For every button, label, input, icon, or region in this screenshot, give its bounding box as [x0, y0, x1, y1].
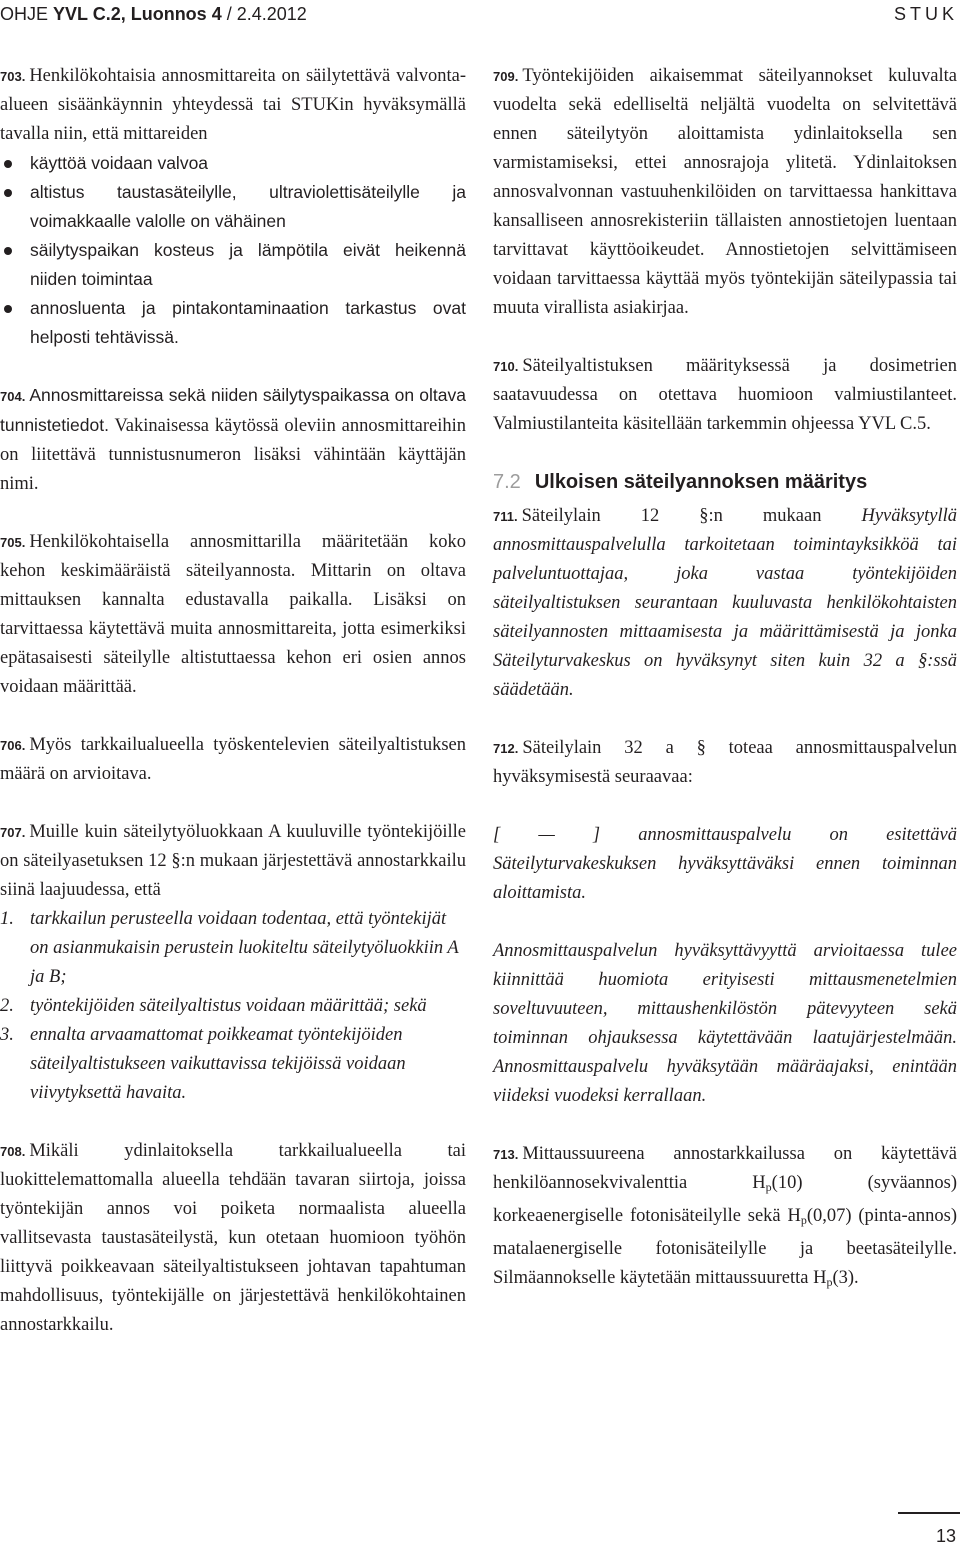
page-number-rule [898, 1512, 960, 1514]
header-prefix: OHJE [0, 4, 54, 24]
paragraph-number: 711. [493, 509, 518, 524]
left-column [0, 62, 466, 1369]
list-item [0, 178, 466, 236]
list-item-text: työntekijöiden säteilyaltistus voidaan määrittää; sekä [30, 996, 427, 1016]
paragraph-text: (10) (syväannos) korkeaenergiselle fotonisäteilylle sekä H [493, 1173, 957, 1226]
paragraph-text: Mittaussuureena annostarkkailussa on käytettävä henkilöannosekvivalenttia H [493, 1144, 957, 1193]
paragraph-text: Henkilökohtaisella annosmittarilla määritetään koko kehon keskimääräistä säteilyannosta. Mittarin on oltava mittauksen kannalta edustavalla paikalla. Lisäksi on tarvittaessa käytettävä muita annosmittareita, jotta esimerkiksi epätasaisesti säteilylle altistuttaessa kehon eri osien annos voidaan määrittää. [0, 532, 466, 697]
list-item-text: altistus taustasäteilylle, ultraviolettisäteilylle ja voimakkaalle valolle on vähäinen [30, 182, 466, 231]
list-item-number: 2. [0, 996, 14, 1016]
paragraph-705 [0, 528, 466, 702]
list-item [0, 149, 466, 178]
paragraph-706 [0, 731, 466, 789]
subscript: p [826, 1275, 833, 1289]
numbered-list [0, 905, 466, 1108]
list-item-text: käyttöä voidaan valvoa [30, 153, 209, 173]
paragraph-708 [0, 1137, 466, 1340]
paragraph-number: 709. [493, 69, 519, 84]
section-title: Ulkoisen säteilyannoksen määritys [534, 471, 868, 493]
section-number: 7.2 [493, 471, 521, 493]
page-header [0, 2, 960, 32]
list-item-text: annosluenta ja pintakontaminaation tarkastus ovat helposti tehtävissä. [30, 298, 466, 347]
paragraph-704 [0, 381, 466, 499]
list-item [0, 294, 466, 352]
paragraph-text: Mikäli ydinlaitoksella tarkkailualueella tai luokittelemattomalla alueella tehdään tavaran siirtoja, joissa työntekijän annos voi poiketa normaalista alueella vallitsevasta taustasäteilystä, kun otetaan huomioon työhön liittyvä poikkeavaan säteilyaltistukseen johtavan tapahtuman mahdollisuus, työntekijälle on järjestettävä henkilökohtainen annostarkkailu. [0, 1141, 466, 1335]
paragraph-number: 713. [493, 1147, 519, 1162]
quoted-law-text: Annosmittauspalvelun hyväksyttävyyttä arvioitaessa tulee kiinnittää huomiota erityisesti mittausmenetelmien soveltuvuuteen, mittaushenkilöstön pätevyyteen sekä toiminnan ohjauksessa käytettävään laatujärjestelmään. Annosmittauspalvelu hyväksytään määräajaksi, enintään viideksi vuodeksi kerrallaan. [493, 941, 957, 1106]
list-item [0, 236, 466, 294]
document-id [0, 2, 307, 26]
paragraph-text: Säteilylain 32 a § toteaa annosmittauspalvelun hyväksymisestä seuraavaa: [493, 738, 957, 787]
list-item [0, 1021, 466, 1108]
subscript: p [800, 1213, 807, 1227]
paragraph-text: Säteilyaltistuksen määrityksessä ja dosimetrien saatavuudessa on otettava huomioon valmiustilanteet. Valmiustilanteita käsitellään tarkemmin ohjeessa YVL C.5. [493, 356, 957, 434]
list-item-number: 1. [0, 909, 14, 929]
paragraph-number: 706. [0, 738, 26, 753]
paragraph-707 [0, 818, 466, 1108]
paragraph-number: 707. [0, 825, 26, 840]
paragraph-number: 712. [493, 741, 519, 756]
paragraph-number: 705. [0, 535, 26, 550]
quoted-law-text: Hyväksytyllä annosmittauspalvelulla tarkoitetaan toimintayksikköä tai palveluntuottajaa, joka vastaa työntekijöiden säteilyaltistuksen seurantaan kuuluvasta henkilökohtaisten säteilyannosten mittaamisesta ja määrittämisestä ja jonka Säteilyturvakeskus on hyväksynyt siten kuin 32 a §:ssä säädetään. [493, 506, 957, 700]
paragraph-number: 710. [493, 359, 519, 374]
paragraph-709 [493, 62, 957, 323]
section-heading [493, 468, 957, 496]
paragraph-text: Työntekijöiden aikaisemmat säteilyannokset kuluvalta vuodelta sekä edelliseltä neljältä vuodelta on selvitettävä ennen säteilytyön aloittamista ydinlaitoksella sen varmistamiseksi, ettei annosrajoja ylitetä. Ydinlaitoksen annosvalvonnan vastuuhenkilöiden on tarvittaessa hankittava kansalliseen annosrekisteriin tällaisten annostietojen luentaan tarvittavat käyttöoikeudet. Annostietojen selvittämiseen voidaan tarvittaessa käyttää myös työntekijän säteilypassia tai muuta virallista asiakirjaa. [493, 66, 957, 318]
paragraph-text: Säteilylain 12 §:n mukaan [521, 506, 862, 526]
paragraph-text: (0,07) (pinta-annos) matalaenergiselle fotonisäteilylle ja beetasäteilylle. Silmäannokselle käytetään mittaussuuretta H [493, 1206, 957, 1288]
paragraph-number: 708. [0, 1144, 26, 1159]
quoted-law-text: [ — ] annosmittauspalvelu on esitettävä Säteilyturvakeskuksen hyväksyttäväksi ennen toiminnan aloittamista. [493, 825, 957, 903]
paragraph-text-sans: Annosmittareissa sekä niiden säilytyspaikassa on oltava tunnistetiedot. [0, 385, 466, 435]
list-item-text: tarkkailun perusteella voidaan todentaa, että työntekijät on asianmukaisin perustein luokiteltu säteilytyöluokkiin A ja B; [30, 909, 459, 987]
list-item [0, 992, 466, 1021]
paragraph-text: Myös tarkkailualueella työskentelevien säteilyaltistuksen määrä on arvioitava. [0, 735, 466, 784]
list-item [0, 905, 466, 992]
paragraph-text: (3). [832, 1268, 859, 1288]
paragraph-710 [493, 352, 957, 439]
right-column [493, 62, 957, 1326]
subscript: p [765, 1180, 772, 1194]
paragraph-713 [493, 1140, 957, 1297]
publisher-name: STUK [893, 4, 958, 24]
paragraph-text: Muille kuin säteilytyöluokkaan A kuuluville työntekijöille on säteilyasetuksen 12 §:n mukaan järjestettävä annostarkkailu siinä laajuudessa, että [0, 822, 466, 900]
header-date: / 2.4.2012 [221, 4, 307, 24]
list-item-text: säilytyspaikan kosteus ja lämpötila eivät heikennä niiden toimintaa [30, 240, 466, 289]
bullet-icon [4, 189, 12, 197]
header-guide-id: YVL C.2, Luonnos 4 [53, 4, 222, 24]
list-item-text: ennalta arvaamattomat poikkeamat työntekijöiden säteilyaltistukseen vaikuttavissa tekijöissä voidaan viivytyksettä havaita. [30, 1025, 406, 1103]
list-item-number: 3. [0, 1025, 14, 1045]
bullet-icon [4, 305, 12, 313]
paragraph-text: Henkilökohtaisia annosmittareita on säilytettävä valvonta-alueen sisäänkäynnin yhteydessä tai STUKin hyväksymällä tavalla niin, että mittareiden [0, 66, 466, 144]
bullet-list [0, 149, 466, 352]
paragraph-text: Vakinaisessa käytössä oleviin annosmittareihin on liitettävä tunnistusnumeron lisäksi vähintään käyttäjän nimi. [0, 416, 466, 494]
paragraph-number: 703. [0, 69, 26, 84]
paragraph-703 [0, 62, 466, 352]
paragraph-number: 704. [0, 389, 26, 404]
bullet-icon [4, 160, 12, 168]
bullet-icon [4, 247, 12, 255]
paragraph-711 [493, 502, 957, 705]
paragraph-712 [493, 734, 957, 1111]
page-number: 13 [935, 1526, 956, 1546]
